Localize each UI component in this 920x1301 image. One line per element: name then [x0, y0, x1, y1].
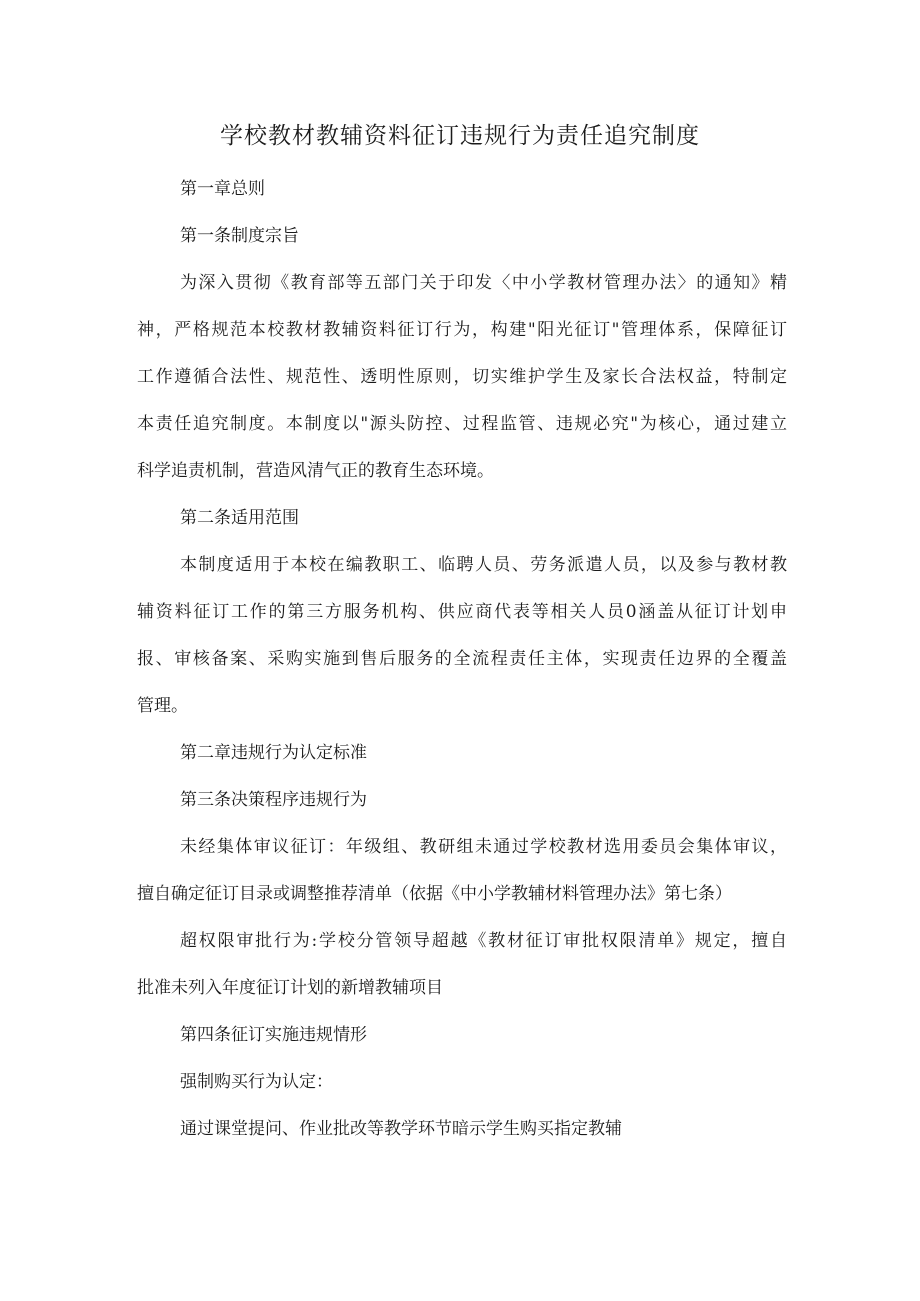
paragraph-line: 神，严格规范本校教材教辅资料征订行为，构建"阳光征订"管理体系，保障征订 — [137, 320, 787, 340]
paragraph-line: 超权限审批行为:学校分管领导超越《教材征订审批权限清单》规定，擅自 — [180, 931, 787, 951]
paragraph-line: 批准未列入年度征订计划的新增教辅项目 — [137, 978, 443, 998]
paragraph-line: 为深入贯彻《教育部等五部门关于印发〈中小学教材管理办法〉的通知》精 — [180, 273, 787, 293]
paragraph-line: 辅资料征订工作的第三方服务机构、供应商代表等相关人员0涵盖从征订计划申 — [137, 602, 787, 622]
paragraph-line: 未经集体审议征订：年级组、教研组未通过学校教材选用委员会集体审议， — [180, 837, 787, 857]
chapter-1-heading: 第一章总则 — [180, 179, 265, 199]
paragraph-line: 报、审核备案、采购实施到售后服务的全流程责任主体，实现责任边界的全覆盖 — [137, 649, 787, 669]
paragraph-line: 本制度适用于本校在编教职工、临聘人员、劳务派遣人员，以及参与教材教 — [180, 555, 787, 575]
article-3-heading: 第三条决策程序违规行为 — [180, 790, 367, 810]
chapter-2-heading: 第二章违规行为认定标准 — [180, 743, 367, 763]
paragraph-line: 擅自确定征订目录或调整推荐清单（依据《中小学教辅材料管理办法》第七条） — [137, 884, 732, 904]
paragraph-line: 工作遵循合法性、规范性、透明性原则，切实维护学生及家长合法权益，特制定 — [137, 367, 787, 387]
article-1-paragraph — [137, 260, 787, 495]
article-4-subheading: 强制购买行为认定： — [180, 1072, 333, 1092]
paragraph-line: 管理。 — [137, 696, 188, 716]
article-3-item-1 — [137, 824, 787, 918]
article-4-item-1: 通过课堂提问、作业批改等教学环节暗示学生购买指定教辅 — [180, 1119, 622, 1139]
article-2-heading: 第二条适用范围 — [180, 508, 299, 528]
paragraph-line: 科学追责机制，营造风清气正的教育生态环境。 — [137, 461, 494, 481]
paragraph-line: 本责任追究制度。本制度以"源头防控、过程监管、违规必究"为核心，通过建立 — [137, 414, 787, 434]
article-1-heading: 第一条制度宗旨 — [180, 226, 299, 246]
document-body — [137, 166, 787, 1153]
document-title: 学校教材教辅资料征订违规行为责任追究制度 — [220, 123, 700, 149]
article-4-heading: 第四条征订实施违规情形 — [180, 1025, 367, 1045]
article-2-paragraph — [137, 542, 787, 730]
article-3-item-2 — [137, 918, 787, 1012]
